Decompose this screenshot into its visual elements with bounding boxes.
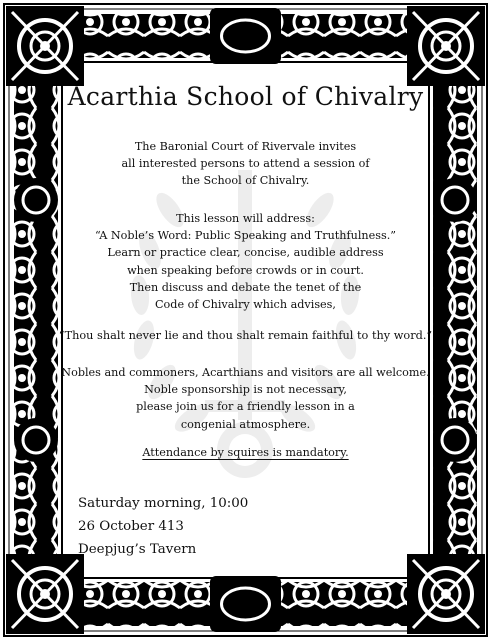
- event-time: Saturday morning, 10:00: [78, 496, 249, 511]
- invitation-paragraph: [60, 138, 431, 190]
- welcome-paragraph: [60, 364, 431, 433]
- text-line: congenial atmosphere.: [180, 417, 311, 431]
- quote-line: “Thou shalt never lie and thou shalt remain faithful to thy word.”: [58, 329, 433, 342]
- text-line: Noble sponsorship is not necessary,: [144, 383, 347, 397]
- text-line: Then discuss and debate the tenet of the: [129, 280, 362, 294]
- text-line: all interested persons to attend a session of: [121, 157, 370, 171]
- text-line: when speaking before crowds or in court.: [127, 263, 364, 277]
- text-line: This lesson will address:: [176, 212, 315, 225]
- attendance-note: [60, 444, 431, 461]
- text-line: The Baronial Court of Rivervale invites: [134, 140, 357, 153]
- text-line: the School of Chivalry.: [181, 174, 310, 188]
- text-line: Code of Chivalry which advises,: [155, 298, 336, 312]
- text-line: Nobles and commoners, Acarthians and visitors are all welcome.: [61, 366, 430, 379]
- text-line: “A Noble’s Word: Public Speaking and Truthfulness.”: [94, 229, 397, 243]
- event-date: 26 October 413: [78, 519, 184, 534]
- event-details: [78, 492, 248, 561]
- page-title: Acarthia School of Chivalry: [67, 82, 424, 111]
- text-line: Learn or practice clear, concise, audible address: [107, 246, 384, 260]
- text-line: please join us for a friendly lesson in a: [136, 400, 355, 414]
- attendance-text: Attendance by squires is mandatory.: [142, 446, 349, 459]
- event-place: Deepjug’s Tavern: [78, 542, 197, 557]
- lesson-paragraph: [60, 210, 431, 313]
- code-quote: [52, 327, 439, 344]
